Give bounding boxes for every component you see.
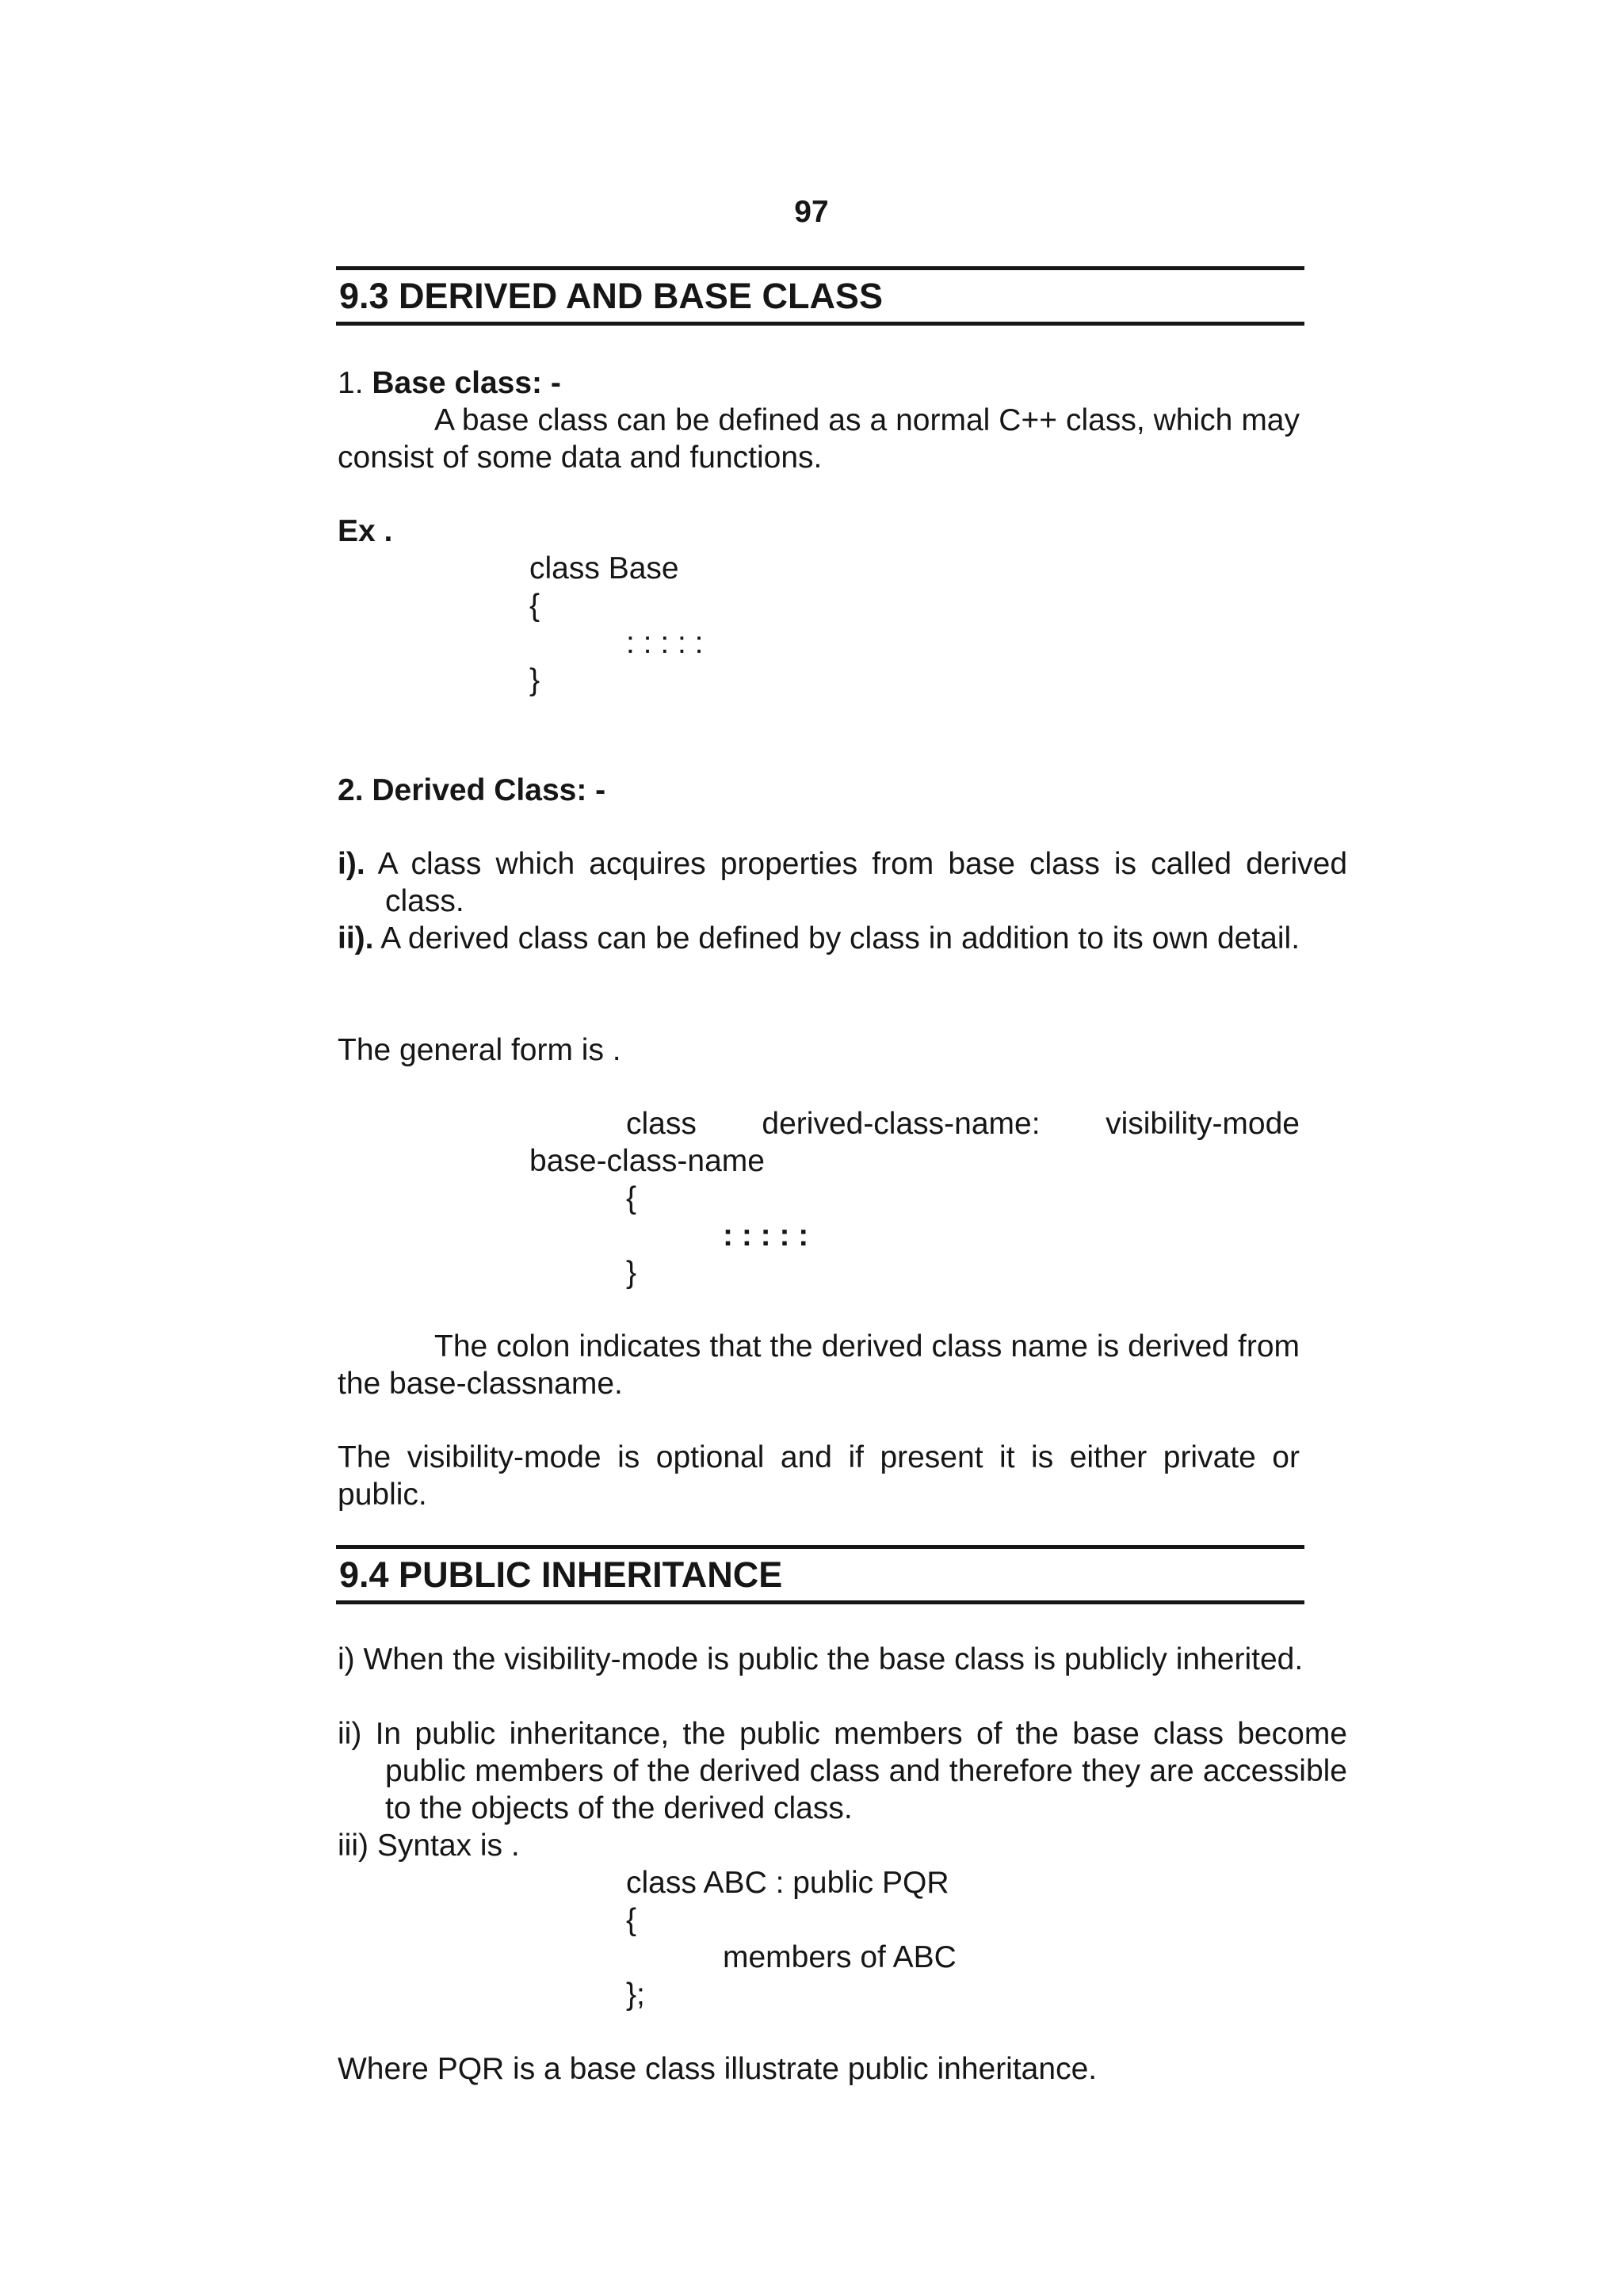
public-item-1: i) When the visibility-mode is public the base class is publicly inherited.	[338, 1642, 1304, 1676]
derived-item-1-text: A class which acquires properties from base class is called derived class.	[377, 847, 1348, 918]
base-class-title	[338, 364, 1300, 402]
general-form-line-2: base-class-name	[529, 1144, 765, 1178]
general-form-intro: The general form is .	[338, 1033, 621, 1067]
derived-class-title: 2. Derived Class: -	[338, 773, 606, 807]
derived-item-2-marker: ii).	[338, 921, 374, 955]
base-class-label: Base class: -	[372, 366, 561, 400]
general-form-derived-name: derived-class-name:	[762, 1107, 1041, 1141]
public-item-3: iii) Syntax is .	[338, 1829, 520, 1863]
section-heading-9-3: 9.3 DERIVED AND BASE CLASS	[336, 266, 1304, 326]
derived-item-2	[338, 920, 1347, 957]
derived-item-1-marker: i).	[338, 847, 365, 881]
example-code-line-3: : : : : :	[626, 626, 704, 660]
derived-item-2-text: A derived class can be defined by class in addition to its own detail.	[380, 921, 1300, 955]
general-form-keyword: class	[626, 1107, 697, 1141]
section-heading-9-4: 9.4 PUBLIC INHERITANCE	[336, 1545, 1304, 1604]
general-form-body: : : : : :	[723, 1219, 809, 1253]
base-class-paragraph: A base class can be defined as a normal C++ class, which may consist of some data and functions.	[338, 403, 1300, 475]
public-item-2: ii) In public inheritance, the public members of the base class become public members of the derived class and therefore they are accessible to the objects of the derived class.	[338, 1717, 1347, 1825]
page-number: 97	[794, 195, 829, 229]
syntax-code-line-4: };	[626, 1978, 645, 2012]
closing-line: Where PQR is a base class illustrate public inheritance.	[338, 2052, 1098, 2086]
syntax-code-line-2: {	[626, 1903, 637, 1937]
derived-item-1	[338, 845, 1347, 920]
syntax-code-line-3: members of ABC	[723, 1940, 957, 1974]
example-code-line-1: class Base	[529, 551, 679, 585]
example-label: Ex .	[338, 514, 393, 548]
general-form-close-brace: }	[626, 1256, 637, 1290]
example-code-line-4: }	[529, 663, 540, 697]
colon-note: The colon indicates that the derived class name is derived from the base-classname.	[338, 1329, 1300, 1401]
example-code-line-2: {	[529, 589, 540, 623]
general-form-visibility: visibility-mode	[1106, 1107, 1300, 1141]
syntax-code-line-1: class ABC : public PQR	[626, 1866, 949, 1900]
base-class-number: 1.	[338, 366, 364, 400]
general-form-open-brace: {	[626, 1181, 637, 1215]
visibility-note: The visibility-mode is optional and if present it is either private or public.	[338, 1440, 1300, 1512]
general-form-line-1	[626, 1105, 1300, 1142]
